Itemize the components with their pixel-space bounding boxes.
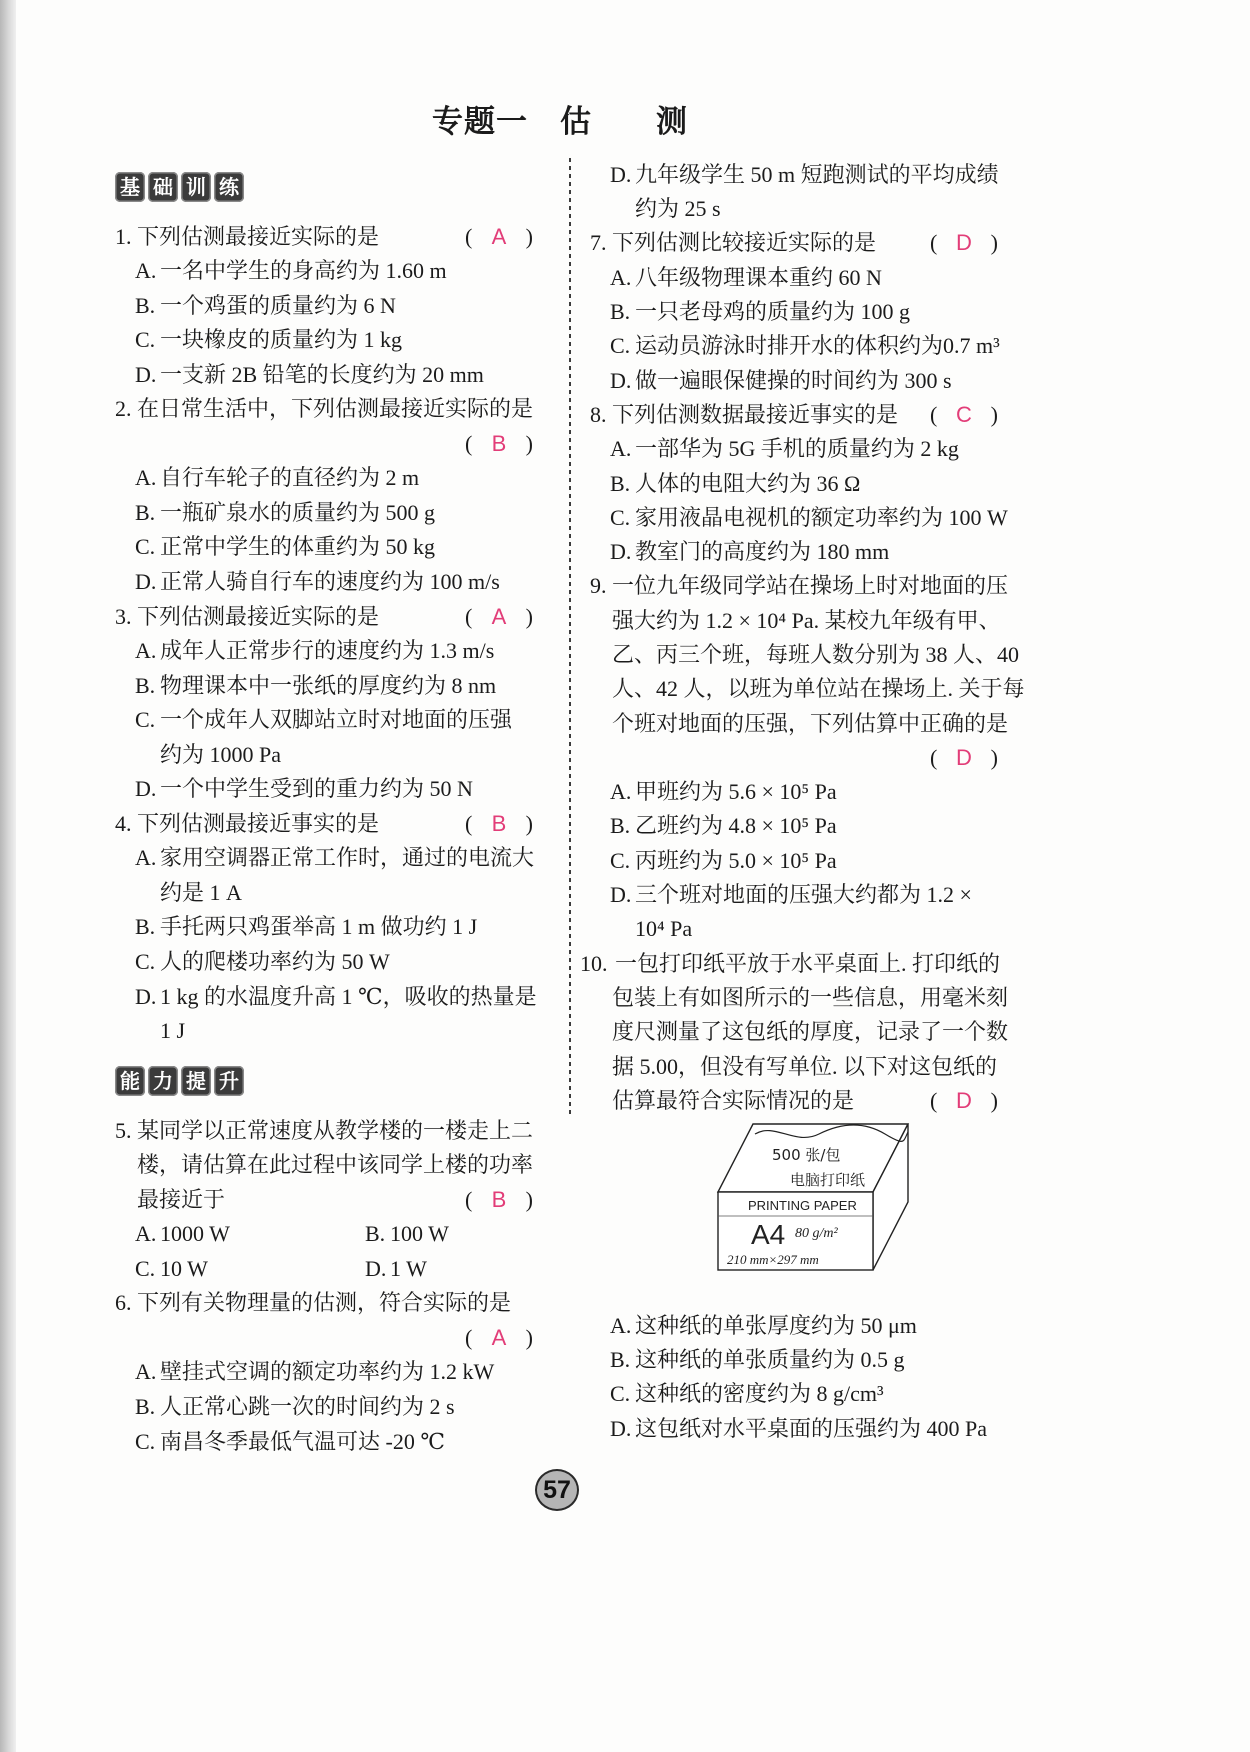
question-number: 7. [590, 230, 607, 256]
option-d [365, 1252, 595, 1287]
option-text: 三个班对地面的压强大约都为 1.2 × [635, 882, 972, 908]
option-text: 人体的电阻大约为 36 Ω [635, 470, 861, 496]
question-stem-continued [590, 981, 1040, 1015]
answer-letter: A [491, 1324, 507, 1350]
option-text: 约为 1000 Pa [160, 741, 282, 767]
option-text: 手托两只鸡蛋举高 1 m 做功约 1 J [160, 914, 478, 940]
option-d [115, 358, 565, 393]
question-text: 最接近于 [137, 1186, 226, 1212]
answer-open-paren: ( [930, 401, 938, 427]
option-a-continued [115, 876, 565, 911]
answer-bracket [465, 220, 533, 255]
option-label: B. [365, 1221, 386, 1247]
answer-line [115, 1321, 565, 1356]
question-1 [115, 220, 565, 393]
question-text: 估算最符合实际情况的是 [612, 1087, 855, 1113]
option-label: A. [610, 1312, 632, 1338]
option-text: 正常人骑自行车的速度约为 100 m/s [160, 568, 500, 594]
question-stem-continued [590, 1050, 1040, 1084]
option-c-continued [115, 738, 565, 773]
option-label: D. [610, 882, 632, 908]
option-text: 10⁴ Pa [635, 916, 693, 942]
option-label: D. [135, 983, 157, 1009]
section-header-char: 础 [148, 172, 178, 202]
option-label: B. [610, 470, 631, 496]
answer-letter: B [491, 810, 507, 836]
section-header-char: 升 [214, 1066, 244, 1096]
answer-close-paren: ) [990, 744, 998, 770]
answer-bracket [930, 1084, 998, 1118]
option-c [590, 329, 1040, 363]
option-text: 南昌冬季最低气温可达 -20 ℃ [160, 1428, 445, 1454]
option-row [115, 1252, 565, 1287]
option-label: C. [135, 707, 156, 733]
question-stem [590, 569, 1040, 603]
option-text: 约为 25 s [635, 196, 721, 222]
option-label: C. [135, 1255, 156, 1281]
answer-bracket [930, 226, 998, 260]
question-text: 下列估测最接近事实的是 [137, 810, 380, 836]
option-text: 家用液晶电视机的额定功率约为 100 W [635, 504, 1008, 530]
question-text: 在日常生活中，下列估测最接近实际的是 [137, 396, 534, 422]
option-text: 人正常心跳一次的时间约为 2 s [160, 1394, 455, 1419]
question-text: 包装上有如图所示的一些信息，用毫米刻 [612, 984, 1009, 1010]
question-text: 楼，请估算在此过程中该同学上楼的功率 [137, 1152, 534, 1178]
answer-letter: D [956, 1087, 972, 1113]
question-9 [590, 569, 1040, 946]
section-header-char: 基 [115, 172, 145, 202]
option-label: B. [610, 813, 631, 839]
option-b [365, 1217, 595, 1252]
option-text: 一部华为 5G 手机的质量约为 2 kg [635, 436, 959, 462]
answer-open-paren: ( [465, 223, 473, 249]
question-text: 下列估测最接近实际的是 [137, 223, 380, 249]
scan-edge [0, 0, 16, 1752]
question-7 [590, 226, 1040, 397]
question-text: 人、42 人，以班为单位站在操场上. 关于每 [612, 676, 1025, 702]
answer-close-paren: ) [525, 430, 533, 456]
option-label: B. [610, 299, 631, 325]
option-text: 一个成年人双脚站立时对地面的压强 [160, 707, 513, 733]
answer-close-paren: ) [990, 1087, 998, 1113]
option-c [115, 1425, 565, 1460]
option-b [115, 1390, 565, 1425]
option-label: D. [610, 539, 632, 565]
option-b [115, 910, 565, 945]
answer-bracket [465, 807, 533, 842]
question-stem [115, 1286, 565, 1321]
option-b [115, 669, 565, 704]
option-c [115, 530, 565, 565]
question-stem-continued [590, 1084, 1040, 1118]
right-column [580, 158, 1040, 1446]
answer-close-paren: ) [525, 1324, 533, 1350]
question-number: 9. [590, 573, 607, 599]
question-text: 乙、丙三个班，每班人数分别为 38 人、40 [612, 642, 1020, 667]
question-2 [115, 392, 565, 599]
option-a [590, 775, 1040, 809]
section-header-char: 提 [181, 1066, 211, 1096]
question-text: 某同学以正常速度从教学楼的一楼走上二 [137, 1117, 534, 1143]
option-text: 家用空调器正常工作时，通过的电流大 [160, 845, 535, 871]
question-8 [590, 398, 1040, 569]
answer-bracket [930, 398, 998, 432]
section-header [115, 1049, 565, 1114]
option-label: C. [610, 504, 631, 530]
question-number: 8. [590, 401, 607, 427]
question-text: 强大约为 1.2 × 10⁴ Pa. 某校九年级有甲、 [612, 607, 1001, 633]
question-stem [115, 1114, 565, 1149]
question-stem-continued [590, 604, 1040, 638]
answer-open-paren: ( [465, 1186, 473, 1212]
option-d [590, 535, 1040, 569]
option-b [115, 496, 565, 531]
option-text: 八年级物理课本重约 60 N [635, 264, 882, 290]
question-stem-continued [590, 1015, 1040, 1049]
option-d [115, 565, 565, 600]
option-a [115, 461, 565, 496]
option-label: B. [135, 292, 156, 318]
option-label: A. [610, 264, 632, 290]
answer-close-paren: ) [990, 401, 998, 427]
option-label: A. [135, 638, 157, 664]
option-text: 做一遍眼保健操的时间约为 300 s [635, 367, 952, 393]
option-c [115, 703, 565, 738]
answer-bracket [465, 1183, 533, 1218]
option-a [115, 1355, 565, 1390]
package-size-name: A4 [751, 1219, 786, 1251]
option-d-continued [115, 1014, 565, 1049]
package-dimensions: 210 mm×297 mm [727, 1252, 819, 1268]
question-stem-continued [590, 672, 1040, 706]
option-text: 一个鸡蛋的质量约为 6 N [160, 292, 396, 318]
section-header-char: 训 [181, 172, 211, 202]
option-text: 教室门的高度约为 180 mm [635, 539, 890, 565]
option-a [590, 432, 1040, 466]
option-text: 100 W [390, 1221, 449, 1247]
option-d-continued [590, 192, 1040, 226]
answer-letter: B [491, 430, 507, 456]
question-stem-continued [590, 707, 1040, 741]
option-c [590, 1377, 1040, 1411]
option-text: 1 kg 的水温度升高 1 ℃，吸收的热量是 [160, 983, 537, 1009]
answer-letter: D [956, 230, 972, 256]
option-c [115, 945, 565, 980]
question-text: 据 5.00，但没有写单位. 以下对这包纸的 [612, 1053, 998, 1079]
column-divider [569, 158, 571, 1118]
question-text: 下列估测最接近实际的是 [137, 603, 380, 629]
paper-package-drawing [715, 1120, 915, 1280]
option-text: 人的爬楼功率约为 50 W [160, 948, 390, 974]
option-text: 10 W [160, 1255, 208, 1281]
question-text: 下列估测数据最接近事实的是 [612, 401, 899, 427]
option-label: D. [135, 361, 157, 387]
question-number: 4. [115, 810, 132, 836]
question-4 [115, 807, 565, 1049]
option-b [590, 467, 1040, 501]
option-label: C. [610, 847, 631, 873]
option-label: A. [610, 436, 632, 462]
answer-bracket [465, 1321, 533, 1356]
answer-letter: C [956, 401, 972, 427]
question-stem [115, 392, 565, 427]
answer-open-paren: ( [930, 1087, 938, 1113]
question-stem [590, 398, 1040, 432]
question-text: 一包打印纸平放于水平桌面上. 打印纸的 [615, 950, 1001, 976]
option-label: A. [135, 1221, 157, 1247]
option-a [590, 261, 1040, 295]
option-text: 正常中学生的体重约为 50 kg [160, 534, 436, 560]
option-text: 1000 W [160, 1221, 230, 1247]
option-c [590, 844, 1040, 878]
option-label: A. [135, 465, 157, 491]
option-c [135, 1252, 365, 1287]
answer-close-paren: ) [525, 1186, 533, 1212]
answer-open-paren: ( [930, 230, 938, 256]
answer-close-paren: ) [525, 810, 533, 836]
question-stem-continued [590, 638, 1040, 672]
option-label: D. [135, 568, 157, 594]
answer-close-paren: ) [525, 223, 533, 249]
option-label: C. [135, 534, 156, 560]
option-text: 壁挂式空调的额定功率约为 1.2 kW [160, 1359, 495, 1385]
option-text: 一只老母鸡的质量约为 100 g [635, 299, 911, 325]
option-b [590, 1343, 1040, 1377]
option-text: 一支新 2B 铅笔的长度约为 20 mm [160, 361, 484, 387]
option-a [135, 1217, 365, 1252]
question-stem [115, 600, 565, 635]
option-text: 1 W [390, 1255, 427, 1281]
question-number: 6. [115, 1290, 132, 1316]
option-text: 运动员游泳时排开水的体积约为0.7 m³ [635, 333, 1000, 359]
option-b [115, 289, 565, 324]
section-header [115, 155, 565, 220]
question-number: 3. [115, 603, 132, 629]
section-header-char: 力 [148, 1066, 178, 1096]
option-text: 乙班约为 4.8 × 10⁵ Pa [635, 813, 837, 839]
question-number: 5. [115, 1117, 132, 1143]
section-header-char: 练 [214, 172, 244, 202]
question-3 [115, 600, 565, 807]
option-label: C. [135, 1428, 156, 1454]
answer-letter: A [491, 223, 507, 249]
option-label: D. [610, 1415, 632, 1441]
option-d-continued [590, 912, 1040, 946]
question-text: 一位九年级同学站在操场上时对地面的压 [612, 573, 1009, 599]
page-title: 专题一 估 测 [432, 104, 688, 140]
answer-letter: D [956, 744, 972, 770]
option-label: D. [610, 161, 632, 187]
answer-line [590, 741, 1040, 775]
option-d [590, 878, 1040, 912]
question-text: 下列有关物理量的估测，符合实际的是 [137, 1290, 512, 1316]
option-text: 自行车轮子的直径约为 2 m [160, 465, 420, 491]
option-text: 一块橡皮的质量约为 1 kg [160, 327, 403, 353]
option-label: B. [135, 672, 156, 698]
package-product-label: 电脑打印纸 [790, 1171, 866, 1190]
option-text: 一个中学生受到的重力约为 50 N [160, 776, 473, 802]
question-stem-continued [115, 1183, 565, 1218]
answer-open-paren: ( [465, 810, 473, 836]
option-label: A. [610, 779, 632, 805]
option-label: C. [610, 1381, 631, 1407]
answer-bracket [930, 741, 998, 775]
question-number: 1. [115, 223, 132, 249]
answer-line [115, 427, 565, 462]
option-text: 1 J [160, 1018, 186, 1044]
section-header-char: 能 [115, 1066, 145, 1096]
option-label: D. [610, 367, 632, 393]
option-label: A. [135, 1359, 157, 1385]
option-text: 约是 1 A [160, 879, 242, 905]
option-text: 这种纸的单张质量约为 0.5 g [635, 1347, 905, 1373]
answer-letter: B [491, 1186, 507, 1212]
option-label: B. [610, 1347, 631, 1373]
question-6 [115, 1286, 565, 1459]
option-c [115, 323, 565, 358]
option-label: B. [135, 914, 156, 940]
package-brand-label: PRINTING PAPER [748, 1198, 857, 1214]
question-5 [115, 1114, 565, 1287]
option-label: C. [610, 333, 631, 359]
answer-open-paren: ( [465, 1324, 473, 1350]
option-label: D. [365, 1255, 387, 1281]
option-d [590, 1412, 1040, 1446]
option-a [590, 1309, 1040, 1343]
option-text: 丙班约为 5.0 × 10⁵ Pa [635, 847, 837, 873]
question-stem [590, 226, 1040, 260]
answer-letter: A [491, 603, 507, 629]
option-text: 一名中学生的身高约为 1.60 m [160, 258, 447, 284]
question-stem-continued [115, 1148, 565, 1183]
package-grammage: 80 g/m² [795, 1226, 838, 1242]
option-text: 物理课本中一张纸的厚度约为 8 nm [160, 672, 497, 698]
option-a [115, 841, 565, 876]
option-a [115, 634, 565, 669]
option-text: 甲班约为 5.6 × 10⁵ Pa [635, 779, 837, 805]
option-label: B. [135, 1394, 156, 1419]
option-label: C. [135, 948, 156, 974]
option-text: 这种纸的密度约为 8 g/cm³ [635, 1381, 884, 1407]
answer-bracket [465, 427, 533, 462]
option-c [590, 501, 1040, 535]
question-10 [580, 947, 1040, 1446]
answer-bracket [465, 600, 533, 635]
answer-open-paren: ( [930, 744, 938, 770]
answer-open-paren: ( [465, 603, 473, 629]
option-text: 九年级学生 50 m 短跑测试的平均成绩 [635, 161, 999, 187]
option-text: 这包纸对水平桌面的压强约为 400 Pa [635, 1415, 988, 1441]
option-d [590, 364, 1040, 398]
option-d [590, 158, 1040, 192]
option-d [115, 980, 565, 1015]
answer-close-paren: ) [990, 230, 998, 256]
option-label: A. [135, 258, 157, 284]
answer-open-paren: ( [465, 430, 473, 456]
option-b [590, 295, 1040, 329]
option-d [115, 772, 565, 807]
question-text: 个班对地面的压强，下列估算中正确的是 [612, 710, 1009, 736]
question-number: 2. [115, 396, 132, 422]
question-stem [580, 947, 1040, 981]
question-text: 度尺测量了这包纸的厚度，记录了一个数 [612, 1019, 1009, 1045]
question-number: 10. [580, 950, 608, 976]
question-stem [115, 220, 565, 255]
option-label: D. [135, 776, 157, 802]
answer-close-paren: ) [525, 603, 533, 629]
option-a [115, 254, 565, 289]
question-stem [115, 807, 565, 842]
option-row [115, 1217, 565, 1252]
package-count-label: 500 张/包 [772, 1146, 841, 1165]
option-text: 一瓶矿泉水的质量约为 500 g [160, 499, 436, 525]
option-text: 这种纸的单张厚度约为 50 μm [635, 1312, 917, 1338]
option-text: 成年人正常步行的速度约为 1.3 m/s [160, 638, 495, 664]
paper-package-figure [590, 1118, 1040, 1309]
option-label: C. [135, 327, 156, 353]
question-text: 下列估测比较接近实际的是 [612, 230, 877, 256]
page-number: 57 [535, 1469, 579, 1511]
option-b [590, 809, 1040, 843]
left-column [115, 155, 565, 1460]
question-continued [590, 158, 1040, 227]
option-label: B. [135, 499, 156, 525]
option-label: A. [135, 845, 157, 871]
